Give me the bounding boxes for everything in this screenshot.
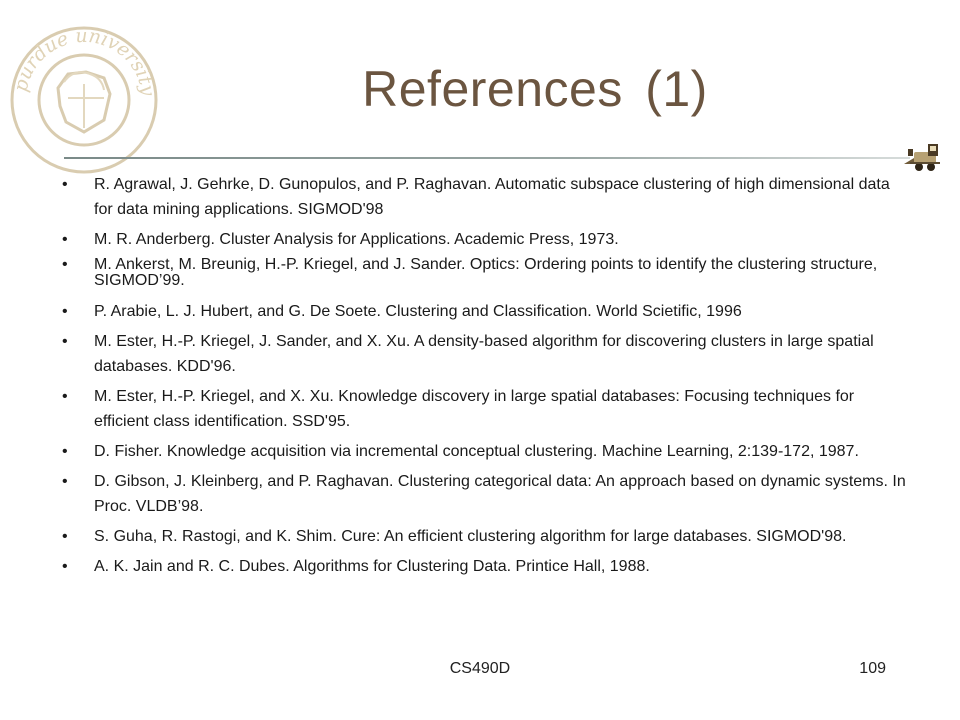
list-item: • R. Agrawal, J. Gehrke, D. Gunopulos, and P. Raghavan. Automatic subspace clustering of high dimensional data for data mining applications. SIGMOD'98 <box>60 172 910 222</box>
list-item: • D. Gibson, J. Kleinberg, and P. Raghavan. Clustering categorical data: An approach based on dynamic systems. In Proc. VLDB’98. <box>60 469 910 519</box>
title-divider <box>64 157 910 159</box>
svg-text:purdue university: purdue university <box>9 24 159 98</box>
list-item: • M. Ester, H.-P. Kriegel, J. Sander, and X. Xu. A density-based algorithm for discovering clusters in large spatial databases. KDD'96. <box>60 329 910 379</box>
footer-course: CS490D <box>449 660 511 677</box>
steam-locomotive-icon <box>900 140 946 174</box>
list-item: • D. Fisher. Knowledge acquisition via incremental conceptual clustering. Machine Learning, 2:139-172, 1987. <box>60 439 910 464</box>
reference-list <box>60 172 910 584</box>
list-item: • M. Ankerst, M. Breunig, H.-P. Kriegel, and J. Sander. Optics: Ordering points to identify the clustering structure, SIGMOD’99. <box>60 257 910 289</box>
list-item: • P. Arabie, L. J. Hubert, and G. De Soete. Clustering and Classification. World Scietific, 1996 <box>60 299 910 324</box>
page-title: References (1) <box>362 61 708 117</box>
list-item: • S. Guha, R. Rastogi, and K. Shim. Cure: An efficient clustering algorithm for large databases. SIGMOD'98. <box>60 524 910 549</box>
list-item: • M. R. Anderberg. Cluster Analysis for Applications. Academic Press, 1973. <box>60 227 910 252</box>
list-item: • M. Ester, H.-P. Kriegel, and X. Xu. Knowledge discovery in large spatial databases: Focusing techniques for efficient class identification. SSD'95. <box>60 384 910 434</box>
footer-page-number: 109 <box>859 660 886 677</box>
list-item: • A. K. Jain and R. C. Dubes. Algorithms for Clustering Data. Printice Hall, 1988. <box>60 554 910 579</box>
